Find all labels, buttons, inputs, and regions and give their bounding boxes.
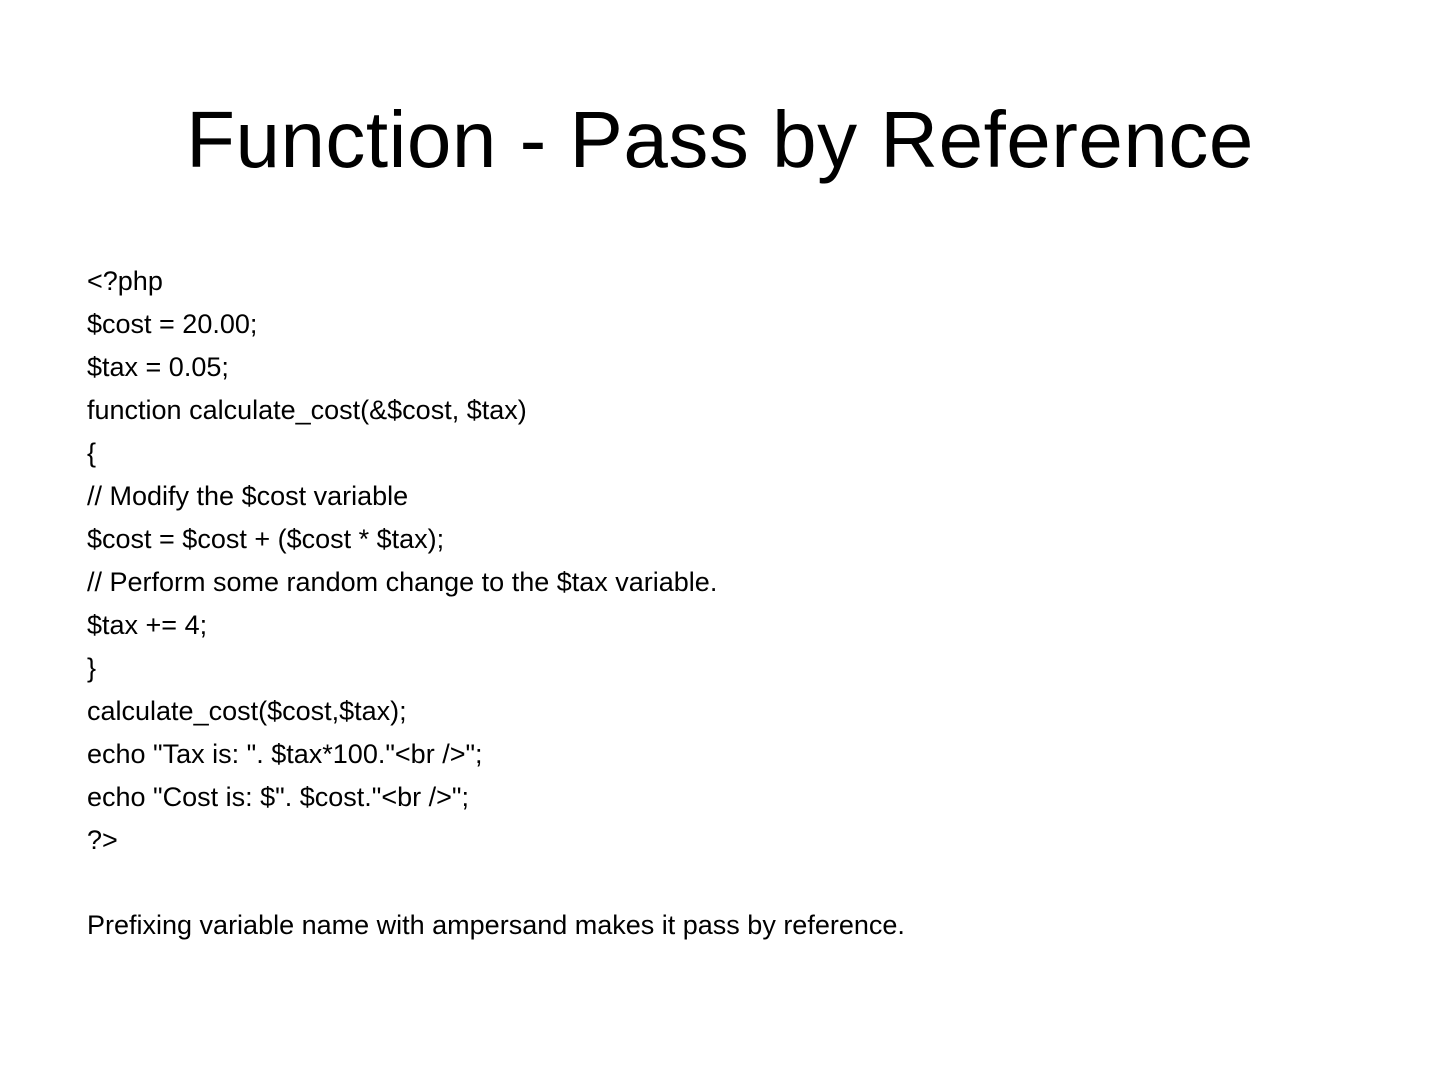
code-line: // Modify the $cost variable xyxy=(87,481,409,511)
code-line: ?> xyxy=(87,825,118,855)
slide-note: Prefixing variable name with ampersand makes it pass by reference. xyxy=(87,910,905,940)
code-line: } xyxy=(87,653,97,683)
code-line: function calculate_cost(&$cost, $tax) xyxy=(87,395,527,425)
code-line: { xyxy=(87,438,97,468)
code-line: $tax += 4; xyxy=(87,610,208,640)
code-line: $cost = 20.00; xyxy=(87,309,258,339)
slide-title: Function - Pass by Reference xyxy=(186,95,1254,184)
code-line: $cost = $cost + ($cost * $tax); xyxy=(87,524,445,554)
code-line: $tax = 0.05; xyxy=(87,352,229,382)
code-block xyxy=(87,260,1367,862)
code-line: // Perform some random change to the $tax variable. xyxy=(87,567,718,597)
code-line: calculate_cost($cost,$tax); xyxy=(87,696,407,726)
code-line: echo "Tax is: ". $tax*100."<br />"; xyxy=(87,739,483,769)
code-line: echo "Cost is: $". $cost."<br />"; xyxy=(87,782,470,812)
code-line: <?php xyxy=(87,266,163,296)
